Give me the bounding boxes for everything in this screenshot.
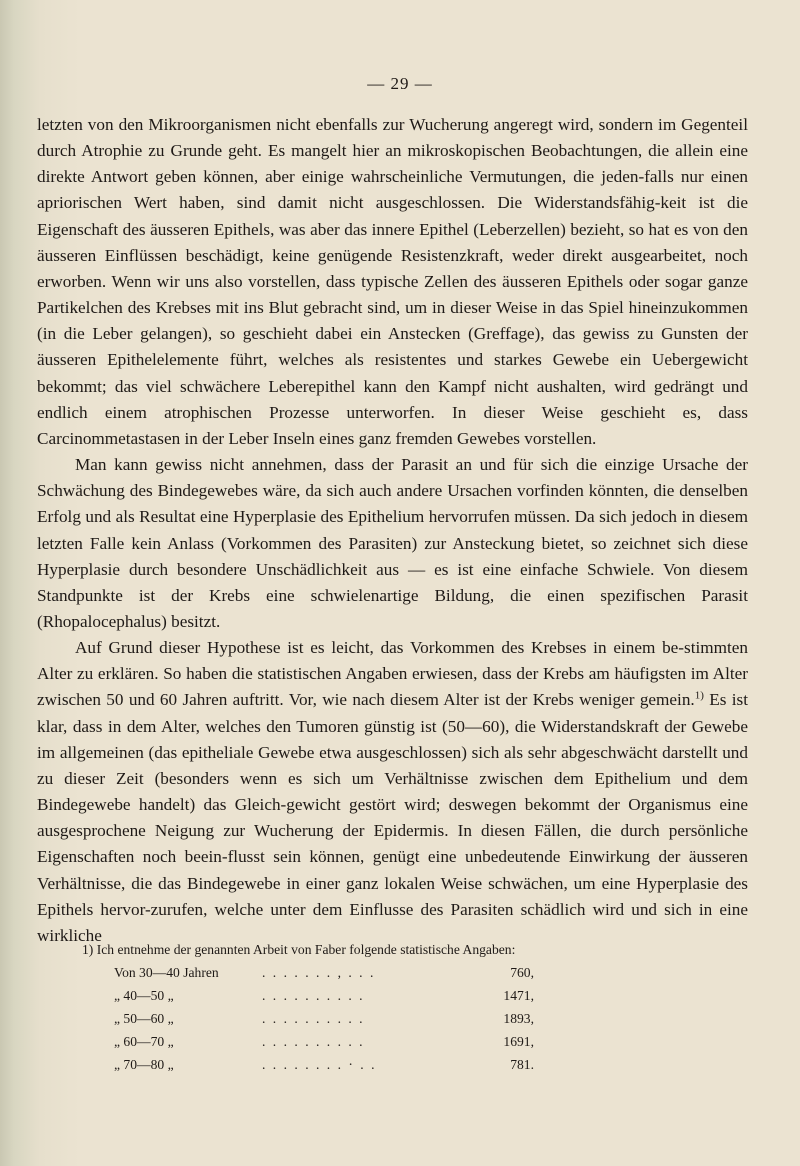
paragraph-2: Man kann gewiss nicht annehmen, dass der Parasit an und für sich die einzige Ursache der Schwächung des Bindegewebes wäre, da sich auch andere Ursachen vorfinden könnten, die denselben Erfolg und als Resultat eine Hyperplasie des Epithelium hervorrufen müssen. Da sich jedoch in diesem letzten Falle kein Anlass (Vorkommen des Parasiten) zur Ansteckung bietet, so zeichnet sich diese Hyperplasie durch besondere Unschädlichkeit aus — es ist eine einfache Schwiele. Von diesem Standpunkte ist der Krebs eine schwielenartige Bildung, die einen spezifischen Parasit (Rhopalocephalus) besitzt. (37, 455, 748, 631)
footnote-row-label: „ 50—60 „ (114, 1011, 174, 1026)
footnote-row (82, 1030, 742, 1053)
paragraph-3 (37, 635, 748, 949)
paragraph-1: letzten von den Mikroorganismen nicht ebenfalls zur Wucherung angeregt wird, sondern im Gegenteil durch Atrophie zu Grunde geht. Es mangelt hier an mikroskopischen Beobachtungen, die allein eine direkte Antwort geben können, aber einige wahrscheinliche Vermutungen, die jeden-falls nur einen apriorischen Wert haben, sind damit nicht ausgeschlossen. Die Widerstandsfähig-keit ist die Eigenschaft des äusseren Epithels, was aber das innere Epithel (Leberzellen) bezieht, so hat es von den äusseren Einflüssen beschädigt, keine genügende Resistenzkraft, weder direkt ausgearbeitet, noch erworben. Wenn wir uns also vorstellen, dass typische Zellen des äusseren Epithels oder sogar ganze Partikelchen des Krebses mit ins Blut gebracht sind, um in dieser Weise in das Spiel hineinzukommen (in die Leber gelangen), so geschieht dabei ein Anstecken (Greffage), das gewiss zu Gunsten der äusseren Epithelelemente führt, welches als resistentes und starkes Gewebe ein Uebergewicht bekommt; das viel schwächere Leberepithel kann den Kampf nicht aushalten, wird gedrängt und endlich einem atrophischen Prozesse unterworfen. In dieser Weise geschieht es, dass Carcinommetastasen in der Leber Inseln eines ganz fremden Gewebes vorstellen. (37, 115, 748, 448)
footnote-reference: 1) (694, 689, 704, 702)
footnote-row (82, 1053, 742, 1076)
paragraph-3-text-a: Auf Grund dieser Hypothese ist es leicht, das Vorkommen des Krebses in einem be-stimmten Alter zu erklären. So haben die statistischen Angaben erwiesen, dass der Krebs am häufigsten im Alter zwischen 50 und 60 Jahren auftritt. Vor, wie nach diesem Alter ist der Krebs weniger gemein. (37, 638, 748, 710)
footnote-intro: 1) Ich entnehme der genannten Arbeit von Faber folgende statistische Angaben: (82, 942, 516, 957)
page-number: — 29 — (367, 74, 433, 93)
footnote-row-value: 760, (510, 965, 534, 980)
footnote-row-dots: . . . . . . . . . . (262, 1034, 365, 1049)
paragraph-3-text-b: Es ist klar, dass in dem Alter, welches den Tumoren günstig ist (50—60), die Widerstandskraft der Gewebe im allgemeinen (das epitheliale Gewebe etwa ausgeschlossen) sich als sehr abgeschwächt darstellt und zu dieser Zeit (besonders wenn es sich um Verhältnisse zwischen dem Epithelium und dem Bindegewebe handelt) das Gleich-gewicht gestört wird; deswegen bekommt der Organismus eine ausgesprochene Neigung zur Wucherung der Epidermis. In diesen Fällen, die durch persönliche Eigenschaften noch beein-flusst sein können, genügt eine unbedeutende Einwirkung der äusseren Verhältnisse, die das Bindegewebe in einer ganz lokalen Weise schwächen, um eine Hyperplasie des Epithels hervor-zurufen, welche unter dem Einflusse des Parasiten schädlich wird und sich in eine wirkliche (37, 690, 748, 945)
footnote-row-label: „ 40—50 „ (114, 988, 174, 1003)
footnote-row-value: 1471, (503, 988, 534, 1003)
footnote-row-label: „ 60—70 „ (114, 1034, 174, 1049)
footnote-row-value: 1691, (503, 1034, 534, 1049)
footnote-row-dots: . . . . . . . . · . . (262, 1057, 377, 1072)
body-text (37, 112, 748, 949)
footnote-row (82, 1007, 742, 1030)
footnote-row-dots: . . . . . . . , . . . (262, 965, 376, 980)
footnote-row-value: 1893, (503, 1011, 534, 1026)
footnote-row-dots: . . . . . . . . . . (262, 1011, 365, 1026)
footnote-row-value: 781. (510, 1057, 534, 1072)
footnote-row (82, 961, 742, 984)
footnote-row-label: Von 30—40 Jahren (114, 965, 219, 980)
footnote (82, 938, 742, 1076)
footnote-row-label: „ 70—80 „ (114, 1057, 174, 1072)
footnote-row-dots: . . . . . . . . . . (262, 988, 365, 1003)
footnote-row (82, 984, 742, 1007)
